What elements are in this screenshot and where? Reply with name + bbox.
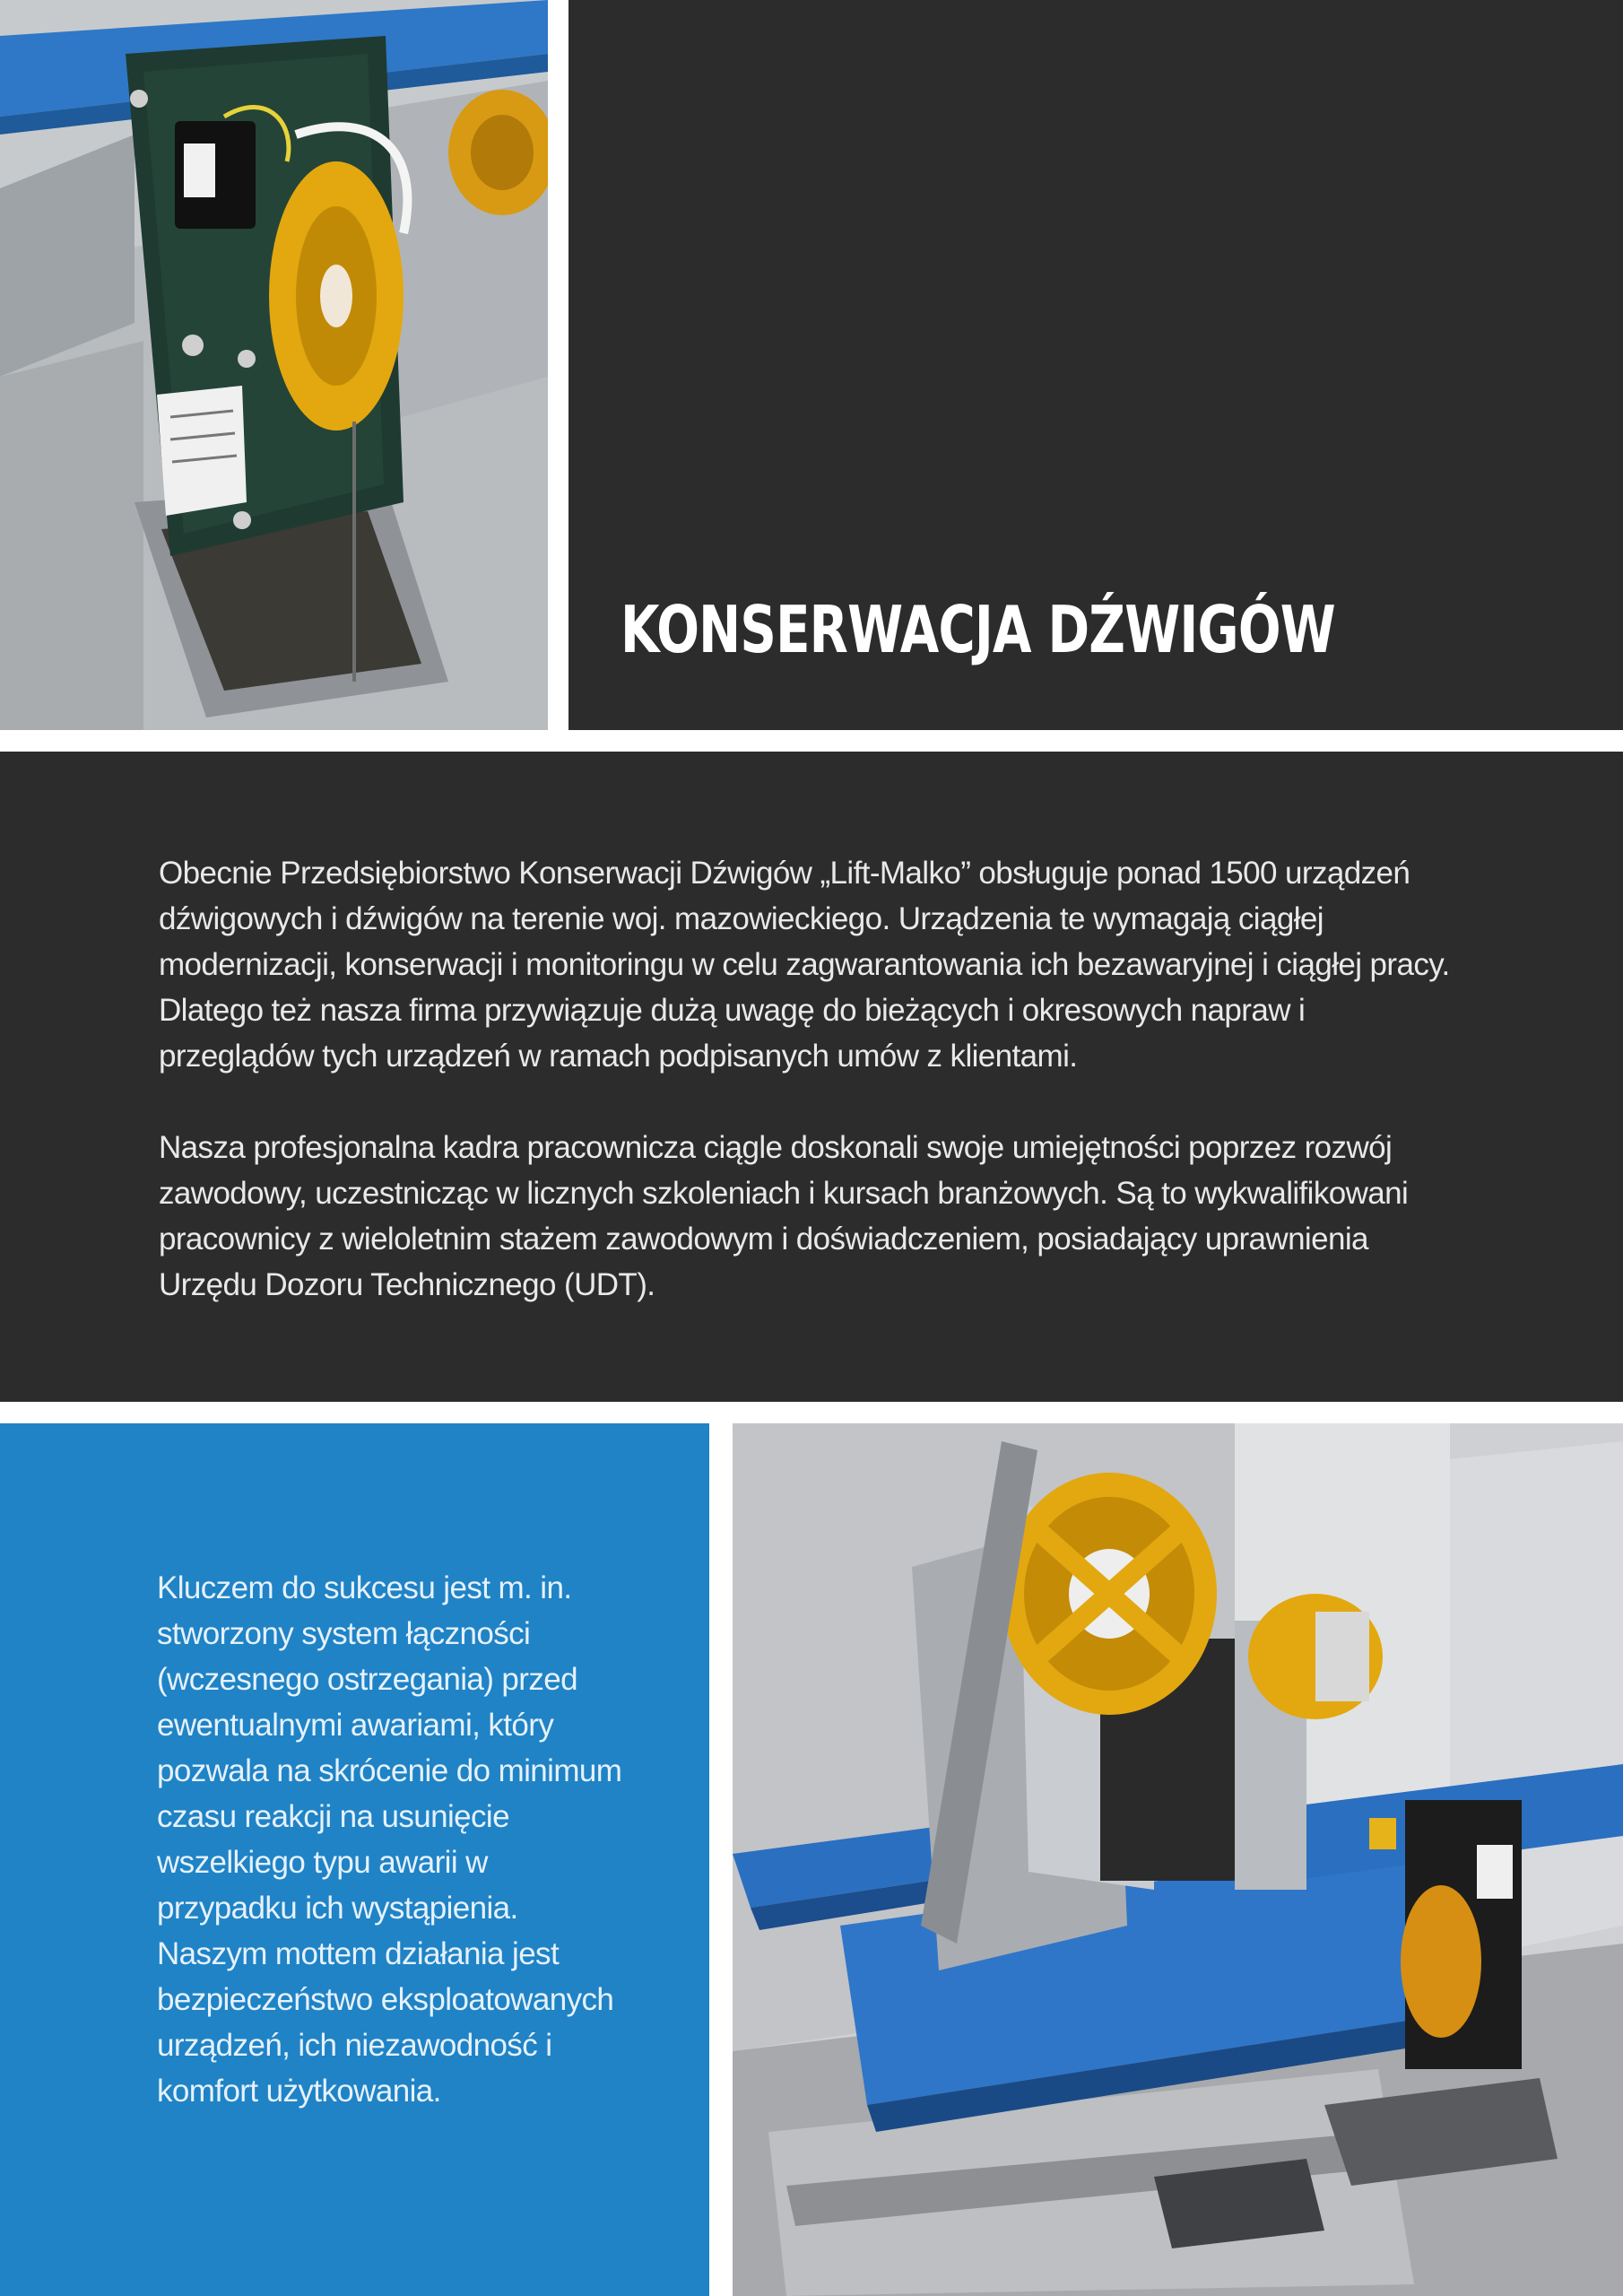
page-title: KONSERWACJA DŹWIGÓW xyxy=(621,592,1335,667)
switch-label xyxy=(184,144,215,197)
indicator-light xyxy=(1369,1818,1396,1849)
bolt xyxy=(182,335,204,356)
intro-panel xyxy=(0,752,1623,1402)
highlight-panel xyxy=(0,1423,709,2296)
governor-sheave xyxy=(1401,1885,1481,2038)
machine-illustration xyxy=(733,1423,1623,2296)
floor-shadow xyxy=(0,341,143,730)
governor-label xyxy=(1477,1845,1513,1899)
bolt xyxy=(233,511,251,529)
highlight-paragraph-2: Naszym mottem działania jest bezpieczeństwo eksploatowanych urządzeń, ich niezawodność i komfort użytkowania. xyxy=(157,1936,614,2109)
machine-photo xyxy=(733,1423,1623,2296)
data-plate xyxy=(157,386,247,516)
intro-paragraph-1: Obecnie Przedsiębiorstwo Konserwacji Dźwigów „Lift-Malko” obsługuje ponad 1500 urządzeń dźwigowych i dźwigów na terenie woj. mazowieckiego. Urządzenia te wymagają ciągłej modernizacji, konserwacji i monitoringu w celu zagwarantowania ich bezawaryjnej i ciągłej pracy. Dlatego też nasza firma przywiązuje dużą uwagę do bieżących i okresowych napraw i przeglądów tych urządzeń w ramach podpisanych umów z klientami. xyxy=(159,856,1450,1074)
brake-scale xyxy=(1315,1612,1369,1701)
governor-illustration xyxy=(0,0,548,730)
bolt xyxy=(130,90,148,108)
highlight-paragraph-1: Kluczem do sukcesu jest m. in. stworzony system łączności (wczesnego ostrzegania) przed ewentualnymi awariami, który pozwala na skrócenie do minimum czasu reakcji na usunięcie wszelkiego typu awarii w przypadku ich wystąpienia. xyxy=(157,1570,622,1926)
title-panel xyxy=(568,0,1623,730)
bolt xyxy=(238,350,256,368)
governor-photo xyxy=(0,0,548,730)
intro-paragraph-2: Nasza profesjonalna kadra pracownicza ciągle doskonali swoje umiejętności poprzez rozwój zawodowy, uczestnicząc w licznych szkoleniach i kursach branżowych. Są to wykwalifikowani pracownicy z wieloletnim stażem zawodowym i doświadczeniem, posiadający uprawnienia Urzędu Dozoru Technicznego (UDT). xyxy=(159,1130,1409,1302)
